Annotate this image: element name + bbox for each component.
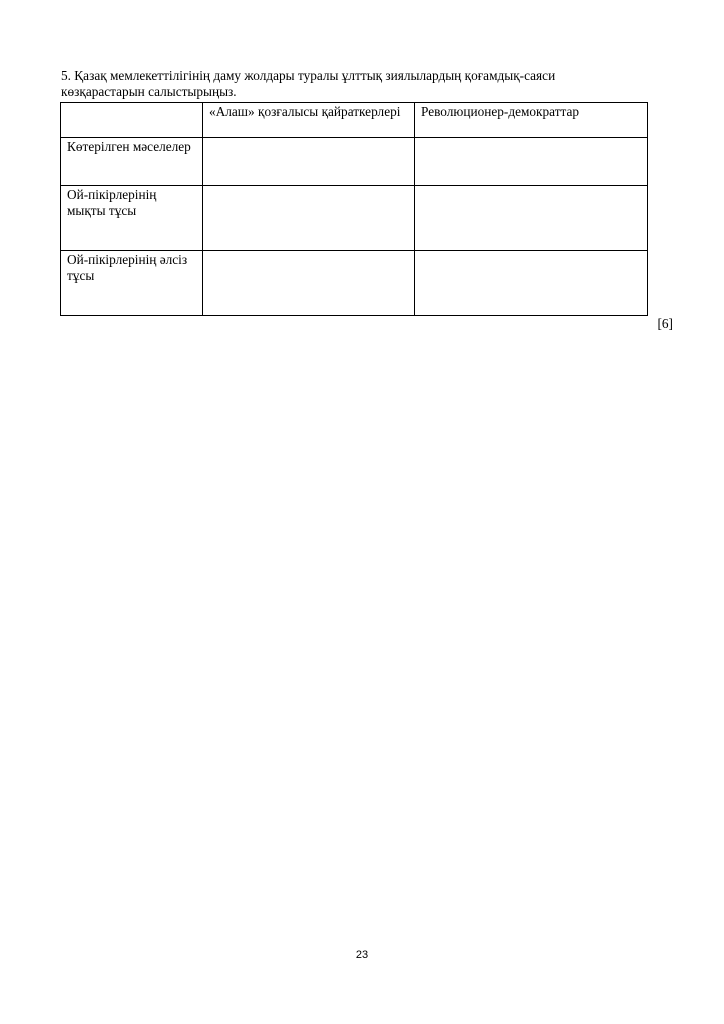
comparison-table [60, 102, 648, 316]
answer-cell-weaknesses-alash[interactable] [203, 251, 415, 316]
answer-cell-issues-revdem[interactable] [415, 138, 648, 186]
question-text [61, 68, 661, 100]
score-mark: [6] [657, 316, 673, 331]
answer-cell-issues-alash[interactable] [203, 138, 415, 186]
table-row [61, 138, 648, 186]
answer-cell-strengths-revdem[interactable] [415, 186, 648, 251]
row-label-weaknesses: Ой-пікірлерінің әлсіз тұсы [61, 251, 203, 316]
header-corner-cell [61, 103, 203, 138]
table-header-row [61, 103, 648, 138]
question-line-2: көзқарастарын салыстырыңыз. [61, 84, 237, 99]
table-row [61, 251, 648, 316]
row-label-strengths: Ой-пікірлерінің мықты тұсы [61, 186, 203, 251]
header-revolutionary-democrats: Революционер-демократтар [415, 103, 648, 138]
row-label-issues: Көтерілген мәселелер [61, 138, 203, 186]
answer-cell-strengths-alash[interactable] [203, 186, 415, 251]
table-row [61, 186, 648, 251]
question-line-1: 5. Қазақ мемлекеттілігінің даму жолдары туралы ұлттық зиялылардың қоғамдық-саяси [61, 68, 556, 83]
answer-cell-weaknesses-revdem[interactable] [415, 251, 648, 316]
header-alash: «Алаш» қозғалысы қайраткерлері [203, 103, 415, 138]
page-number: 23 [355, 949, 369, 961]
